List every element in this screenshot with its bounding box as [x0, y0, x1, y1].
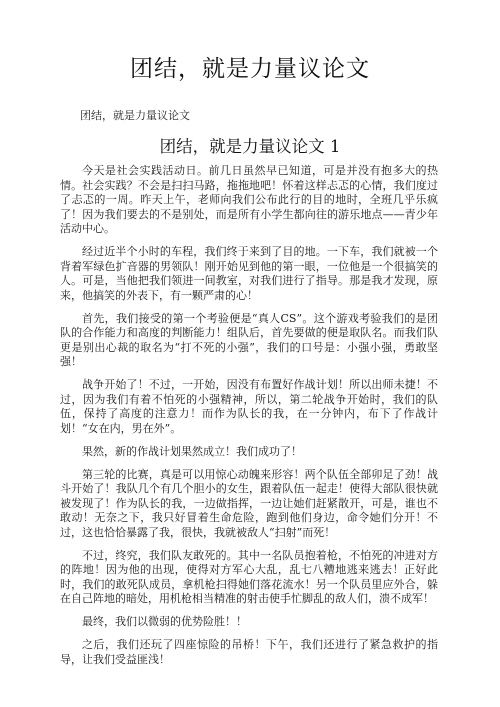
section-heading: 团结，就是力量议论文 1	[159, 137, 341, 156]
paragraph: 之后，我们还玩了四座惊险的吊桥！下午，我们还进行了紧急救护的指导，让我们受益匪浅！	[60, 638, 438, 666]
document-subtitle: 团结，就是力量议论文	[80, 109, 190, 122]
paragraph: 果然，新的作战计划果然成立！我们成功了！	[82, 444, 302, 458]
article-body	[60, 164, 438, 676]
paragraph: 战争开始了！不过，一开始，因没有布置好作战计划！所以出师未捷！不过，因为我们有着不怕死的小强精神，所以，第二轮战争开始时，我们的队伍，保持了高度的注意力！而作为队长的我，在一分钟内，布下了作战计划！“女在内，男在外”。	[60, 378, 438, 435]
paragraph: 首先，我们接受的第一个考验便是“真人CS”。这个游戏考验我们的是团队的合作能力和高度的判断能力！组队后，首先要做的便是取队名。而我们队更是别出心裁的取名为“打不死的小强”，我们的口号是：小强小强，勇敢坚强！	[60, 311, 438, 368]
paragraph: 最终，我们以微弱的优势险胜！！	[82, 615, 247, 628]
paragraph: 不过，终究，我们队友敢死的。其中一名队员抱着枪，不怕死的冲进对方的阵地！因为他的出现，使得对方军心大乱，乱七八糟地逃来逃去！正好此时，我们的敢死队成员，拿机枪扫得她们落花流水！另一个队员里应外合，躲在自己阵地的暗处，用机枪相当精准的射击使手忙脚乱的敌人们，溃不成军！	[60, 548, 438, 605]
paragraph: 经过近半个小时的车程，我们终于来到了目的地。一下车，我们就被一个背着军绿色扩音器的男领队！刚开始见到他的第一眼，一位他是一个很搞笑的人。可是，当他把我们领进一间教室，对我们进行了指导。那是我才发现，原来，他搞笑的外表下，有一颗严肃的心！	[60, 245, 438, 302]
paragraph: 今天是社会实践活动日。前几日虽然早已知道，可是并没有抱多大的热情。社会实践？不会是扫扫马路，拖拖地吧！怀着这样忐忑的心情，我们度过了忐忑的一周。昨天上午，老师向我们公布此行的目的地时，全班几乎乐疯了！因为我们要去的不是别处，而是所有小学生都向往的游乐地点——青少年活动中心。	[60, 164, 438, 235]
paragraph: 第三轮的比赛，真是可以用惊心动魄来形容！两个队伍全部卯足了劲！战斗开始了！我队几个有几个胆小的女生，跟着队伍一起走！使得大部队很快就被发现了！作为队长的我，一边做指挥，一边让她们赶紧散开，可是，谁也不敢动！无奈之下，我只好冒着生命危险，跑到他们身边，命令她们分开！不过，这也恰恰暴露了我，很快，我就被敌人“扫射”而死！	[60, 467, 438, 539]
page-title: 团结，就是力量议论文	[130, 56, 370, 82]
